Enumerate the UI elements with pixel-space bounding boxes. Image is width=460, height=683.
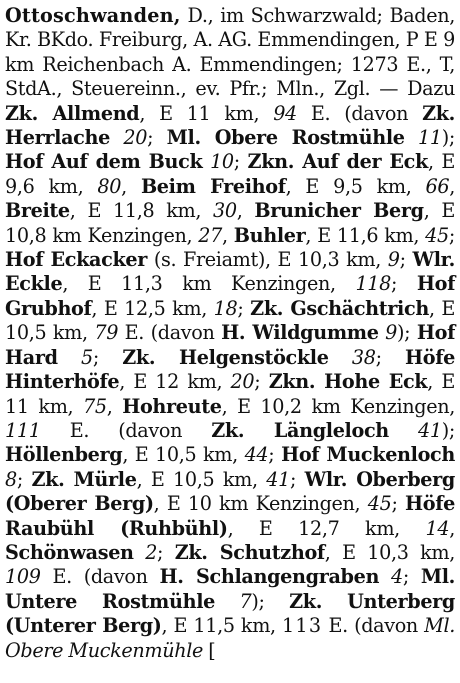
population-count: 2 [145, 540, 158, 564]
entry-text: E. (davon [40, 418, 212, 442]
place-name: Höllenberg [5, 443, 123, 467]
entry-text: , E 11,5 km, [161, 614, 283, 638]
entry-text [379, 565, 391, 588]
entry-text: , [236, 199, 255, 223]
entry-text: , E 11 km, [139, 101, 274, 125]
place-name: Zk. Gschächtrich [250, 296, 429, 320]
population-count: 94 [273, 101, 297, 125]
place-name: H. Schlangengraben [159, 565, 380, 589]
population-count: 4 [390, 565, 403, 589]
population-count: 80 [97, 174, 122, 198]
entry-text: ; [157, 540, 175, 564]
entry-text: , [106, 394, 123, 418]
entry-text: ; [254, 370, 269, 394]
entry-text: ; [147, 126, 167, 150]
population-count: 10 [210, 150, 234, 174]
population-count: 9 [385, 321, 398, 345]
entry-text: , E 10 km Kenzingen, [153, 492, 368, 516]
entry-text: ; [399, 248, 413, 272]
entry-text [202, 150, 210, 173]
entry-text: ); [441, 126, 456, 150]
entry-text: , [449, 174, 455, 198]
entry-text: E. (davon [118, 321, 222, 345]
entry-text [405, 126, 418, 149]
population-count: 41 [266, 467, 290, 491]
place-name: Hohreute [122, 394, 222, 418]
entry-headword: Ottoschwanden, [5, 4, 181, 27]
place-name: Schönwasen [5, 540, 134, 564]
place-name: H. Wildgumme [221, 321, 379, 345]
entry-text [329, 346, 352, 369]
population-count: Ml. Obere Muckenmühle [5, 614, 455, 662]
entry-text: , [222, 223, 234, 247]
place-name: Zk. Schutzhof [174, 540, 325, 564]
entry-text: ; [391, 492, 405, 516]
entry-text [110, 126, 123, 149]
entry-text: ); [397, 321, 417, 345]
population-count: 20 [230, 370, 255, 394]
population-count: 45 [425, 223, 449, 247]
entry-text [215, 590, 240, 613]
entry-text [58, 346, 81, 369]
entry-text: E. (davon [296, 101, 423, 125]
place-name: Ml. Untere Rostmühle [5, 565, 455, 613]
population-count: 8 [5, 467, 17, 491]
population-count: 38 [351, 345, 376, 369]
entry-text: ; [268, 443, 282, 467]
place-name: Brunicher Berg [254, 199, 424, 223]
entry-text: ; [92, 345, 123, 369]
population-count: 5 [80, 345, 93, 369]
place-name: Hof Eckacker [5, 248, 148, 272]
entry-text [134, 541, 146, 564]
population-count: 14 [425, 516, 450, 540]
place-name: Zk. Herrlache [5, 101, 455, 150]
entry-text: ; [448, 223, 456, 247]
entry-text: ; [391, 272, 417, 296]
place-name: Höfe Raubühl (Ruhbühl) [5, 492, 455, 540]
entry-text: ; [289, 467, 305, 491]
entry-text: ; [233, 150, 248, 174]
population-count: 111 [5, 418, 41, 442]
place-name: Ml. Obere Rostmühle [166, 126, 405, 150]
place-name: Zk. Längleloch [211, 418, 389, 442]
entry-text: , E 11,3 km Kenzingen, [62, 272, 356, 296]
entry-text: , E 11,8 km, [69, 199, 213, 223]
entry-text: , E 10,5 km, [136, 467, 267, 491]
place-name: Hof Grubhof [5, 272, 455, 320]
population-count: 20 [123, 126, 148, 150]
entry-text: , E 12,7 km, [227, 516, 426, 540]
place-name: Zk. Unterberg (Unterer Berg) [5, 589, 455, 638]
entry-text: (s. Freiamt), E 10,3 km, [147, 248, 388, 272]
entry-text: D., im Schwarzwald; Baden, Kr. BKdo. Freiburg, A. AG. Emmendingen, P E 9 km Reichenbach A. Emmendingen; 1273 E., T, StdA., Steuereinn., ev. Pfr.; Mln., Zgl. — Dazu [5, 4, 455, 101]
population-count: 44 [244, 443, 269, 467]
entry-text: ); [251, 589, 290, 613]
place-name: Buhler [233, 223, 306, 247]
entry-text: E. (davon [322, 614, 425, 638]
place-name: Zkn. Auf der Eck [247, 150, 428, 174]
entry-text: ; [375, 345, 405, 369]
entry-text: , E 11,6 km, [305, 223, 426, 247]
entry-text: , E 9,5 km, [285, 174, 426, 198]
place-name: Hof Auf dem Buck [5, 150, 203, 174]
place-name: Hof Muckenloch [281, 443, 455, 467]
entry-text: , E 10,5 km, [5, 296, 456, 345]
population-count: 18 [213, 296, 238, 320]
population-count: 41 [418, 418, 442, 442]
entry-text: E. (davon [40, 565, 160, 589]
population-count: 30 [212, 199, 237, 223]
population-count: 118 [355, 272, 392, 296]
population-count: 9 [387, 248, 400, 272]
entry-text: , [121, 174, 141, 198]
entry-text [389, 419, 418, 442]
entry-text: , E 10,3 km, [324, 540, 455, 564]
entry-text: , E 11 km, [5, 370, 455, 418]
place-name: Breite [5, 199, 70, 223]
population-count: 11 [418, 126, 442, 150]
population-count: 27 [198, 223, 222, 247]
entry-text: , E 10,8 km Kenzingen, [5, 199, 456, 247]
place-name: Hof Hard [5, 321, 455, 369]
entry-text: , [449, 516, 455, 540]
place-name: Zk. Mürle [31, 467, 137, 491]
place-name: Höfe Hinterhöfe [5, 345, 455, 394]
entry-text: , E 12 km, [119, 370, 231, 394]
place-name: Zk. Helgenstöckle [122, 345, 329, 369]
entry-text: ; [16, 467, 32, 491]
population-count: 75 [83, 394, 107, 418]
place-name: Beim Freihof [140, 174, 286, 198]
entry-text: , E 12,5 km, [91, 296, 214, 320]
alt-place-name: 113 [282, 614, 323, 638]
population-count: 109 [5, 565, 41, 589]
population-count: 79 [94, 321, 119, 345]
gazetteer-entry [5, 4, 455, 663]
place-name: Zkn. Hohe Eck [268, 370, 428, 394]
entry-text: [ [203, 638, 216, 662]
population-count: 45 [367, 492, 392, 516]
entry-text: , E 9,6 km, [5, 150, 456, 198]
place-name: Wlr. Eckle [5, 248, 455, 296]
entry-text: ; [402, 565, 421, 589]
entry-text: ); [441, 418, 456, 442]
population-count: 7 [239, 589, 252, 613]
entry-text: ; [237, 296, 251, 320]
entry-text: , E 10,2 km Kenzingen, [221, 394, 456, 418]
population-count: 66 [425, 174, 450, 198]
entry-text: , E 10,5 km, [122, 443, 245, 467]
place-name: Wlr. Oberberg (Oberer Berg) [5, 467, 455, 516]
place-name: Zk. Allmend [5, 101, 140, 125]
